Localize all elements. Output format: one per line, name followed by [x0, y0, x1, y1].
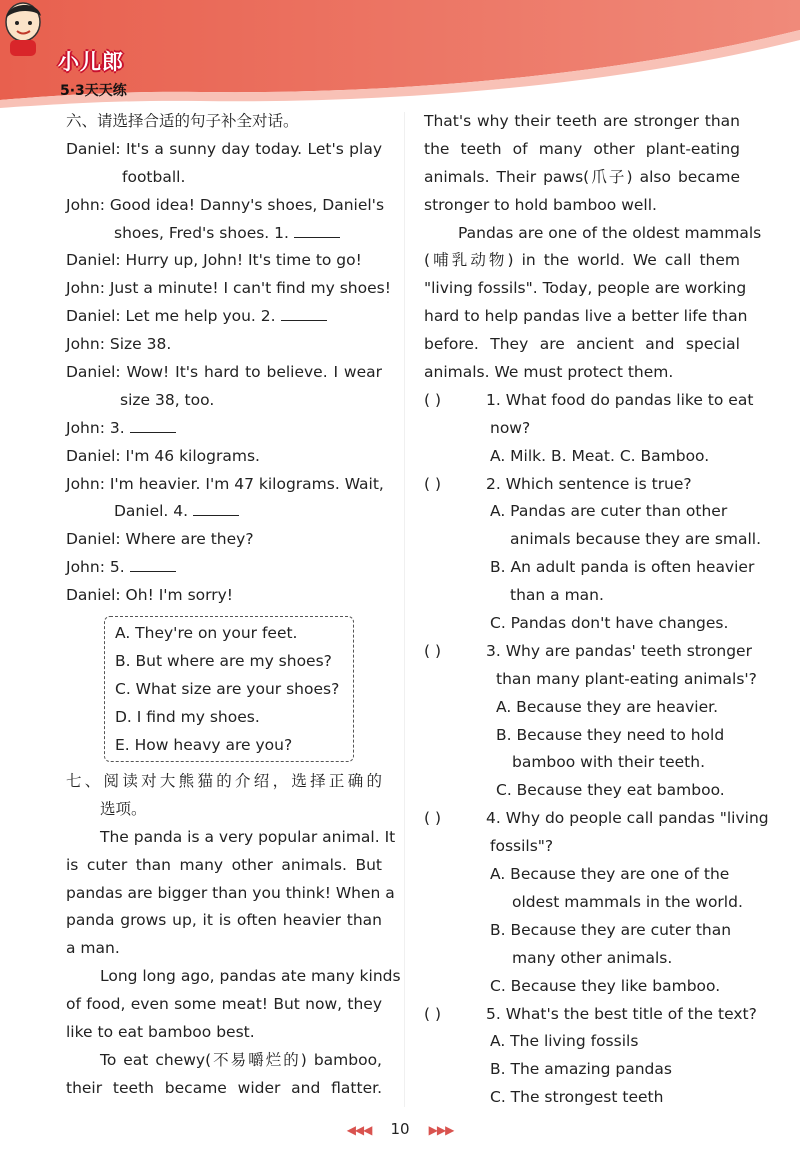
dialogue-line: Daniel: Wow! It's hard to believe. I wear: [66, 363, 382, 382]
left-column: [66, 108, 401, 1103]
dialogue-line: football.: [122, 167, 186, 186]
question-option-cont: than a man.: [510, 586, 604, 605]
passage-line: a man.: [66, 939, 120, 958]
page-footer: [0, 1120, 800, 1138]
answer-paren[interactable]: ( ): [424, 641, 442, 660]
next-arrows-icon: ▶▶▶: [428, 1123, 454, 1137]
passage-line: "living fossils". Today, people are working: [424, 279, 747, 298]
passage-line: The panda is a very popular animal. It: [100, 827, 396, 846]
question-text: 1. What food do pandas like to eat: [486, 390, 754, 409]
passage-line: before. They are ancient and special: [424, 335, 740, 354]
page-number: 10: [390, 1120, 410, 1138]
question-option: A. Because they are heavier.: [496, 697, 719, 716]
question-option-cont: bamboo with their teeth.: [512, 753, 706, 772]
passage-line: their teeth became wider and flatter.: [66, 1078, 382, 1097]
dialogue-line: John: Just a minute! I can't find my shoes!: [66, 279, 391, 298]
option-item: C. What size are your shoes?: [115, 680, 340, 699]
dialogue-line: Daniel: Oh! I'm sorry!: [66, 586, 233, 605]
dialogue-line: John: Size 38.: [66, 335, 172, 354]
boy-mascot-icon: [0, 0, 46, 58]
question-text: 5. What's the best title of the text?: [486, 1004, 757, 1023]
page-header: [0, 0, 800, 110]
answer-paren[interactable]: ( ): [424, 1004, 442, 1023]
options-box: [104, 616, 354, 762]
right-column: [424, 108, 769, 1112]
dialogue-text: Daniel: Let me help you. 2.: [66, 307, 276, 326]
answer-blank-5[interactable]: [130, 555, 176, 572]
passage-line: That's why their teeth are stronger than: [424, 112, 740, 130]
question-option: A. Milk. B. Meat. C. Bamboo.: [490, 446, 710, 465]
passage-line: is cuter than many other animals. But: [66, 855, 382, 874]
series-subtitle: 5·3天天练: [60, 83, 127, 99]
answer-blank-1[interactable]: [294, 221, 340, 238]
question-option: B. Because they are cuter than: [490, 920, 732, 939]
question-option: C. Because they like bamboo.: [490, 976, 721, 995]
answer-blank-3[interactable]: [130, 416, 176, 433]
passage-line: stronger to hold bamboo well.: [424, 195, 657, 214]
dialogue-line: John: Good idea! Danny's shoes, Daniel's: [66, 195, 385, 214]
question-option-cont: many other animals.: [512, 948, 673, 967]
question-option-cont: oldest mammals in the world.: [512, 892, 743, 911]
passage-line: hard to help pandas live a better life than: [424, 307, 748, 326]
question-2: [424, 471, 740, 499]
option-item: A. They're on your feet.: [115, 624, 298, 643]
answer-blank-4[interactable]: [193, 499, 239, 516]
option-item: D. I find my shoes.: [115, 708, 260, 727]
dialogue-text: Daniel. 4.: [114, 502, 189, 521]
dialogue-text: John: 5.: [66, 558, 125, 577]
dialogue-line: size 38, too.: [120, 390, 215, 409]
question-option: B. Because they need to hold: [496, 725, 725, 744]
question-option: C. Pandas don't have changes.: [490, 614, 729, 633]
passage-line: Long long ago, pandas ate many kinds: [100, 967, 401, 986]
dialogue-line: Daniel: Hurry up, John! It's time to go!: [66, 251, 362, 270]
section6-title: 六、请选择合适的句子补全对话。: [66, 112, 299, 130]
question-option: B. The amazing pandas: [490, 1060, 672, 1079]
question-option: B. An adult panda is often heavier: [490, 558, 755, 577]
question-option: C. Because they eat bamboo.: [496, 781, 725, 800]
question-text: 3. Why are pandas' teeth stronger: [486, 641, 752, 660]
dialogue-line-with-blank: [66, 415, 382, 443]
question-text: 2. Which sentence is true?: [486, 474, 692, 493]
dialogue-line: Daniel: I'm 46 kilograms.: [66, 446, 260, 465]
dialogue-line-with-blank: [66, 554, 382, 582]
column-divider: [404, 112, 405, 1107]
passage-line: of food, even some meat! But now, they: [66, 995, 382, 1014]
question-4: [424, 805, 769, 833]
dialogue-line: Daniel: It's a sunny day today. Let's play: [66, 139, 382, 158]
question-option: C. The strongest teeth: [490, 1088, 664, 1107]
option-item: B. But where are my shoes?: [115, 652, 332, 671]
question-1: [424, 387, 754, 415]
dialogue-text: shoes, Fred's shoes. 1.: [114, 223, 289, 242]
question-text-cont: now?: [490, 418, 531, 437]
question-option: A. Pandas are cuter than other: [490, 502, 728, 521]
passage-line: (哺乳动物) in the world. We call them: [424, 251, 740, 270]
passage-line: Pandas are one of the oldest mammals: [458, 223, 762, 242]
dialogue-line-with-blank: [66, 220, 382, 248]
passage-line: pandas are bigger than you think! When a: [66, 883, 395, 902]
passage-line: To eat chewy(不易嚼烂的) bamboo,: [100, 1050, 382, 1069]
question-text-cont: than many plant-eating animals'?: [496, 669, 757, 688]
dialogue-line-with-blank: [66, 303, 382, 331]
dialogue-line: John: I'm heavier. I'm 47 kilograms. Wait,: [66, 474, 384, 493]
question-5: [424, 1001, 757, 1029]
section7-title: 七、阅读对大熊猫的介绍，选择正确的: [66, 772, 382, 791]
brand-logo: 小儿郎: [58, 50, 124, 74]
question-option: A. The living fossils: [490, 1032, 639, 1051]
question-text-cont: fossils"?: [490, 837, 554, 856]
passage-line: animals. Their paws(爪子) also became: [424, 167, 740, 186]
passage-line: panda grows up, it is often heavier than: [66, 911, 382, 930]
dialogue-line: Daniel: Where are they?: [66, 530, 254, 549]
answer-paren[interactable]: ( ): [424, 474, 442, 493]
answer-blank-2[interactable]: [281, 304, 327, 321]
passage-line: like to eat bamboo best.: [66, 1023, 255, 1042]
question-3: [424, 638, 752, 666]
answer-paren[interactable]: ( ): [424, 809, 442, 828]
question-text: 4. Why do people call pandas "living: [486, 809, 769, 828]
passage-line: the teeth of many other plant-eating: [424, 139, 740, 158]
dialogue-line-with-blank: [66, 498, 382, 526]
question-option-cont: animals because they are small.: [510, 530, 762, 549]
prev-arrows-icon: ◀◀◀: [346, 1123, 372, 1137]
passage-line: animals. We must protect them.: [424, 363, 674, 382]
question-option: A. Because they are one of the: [490, 865, 730, 884]
section7-title-cont: 选项。: [100, 799, 147, 818]
dialogue-text: John: 3.: [66, 418, 125, 437]
option-item: E. How heavy are you?: [115, 736, 293, 755]
answer-paren[interactable]: ( ): [424, 390, 442, 409]
